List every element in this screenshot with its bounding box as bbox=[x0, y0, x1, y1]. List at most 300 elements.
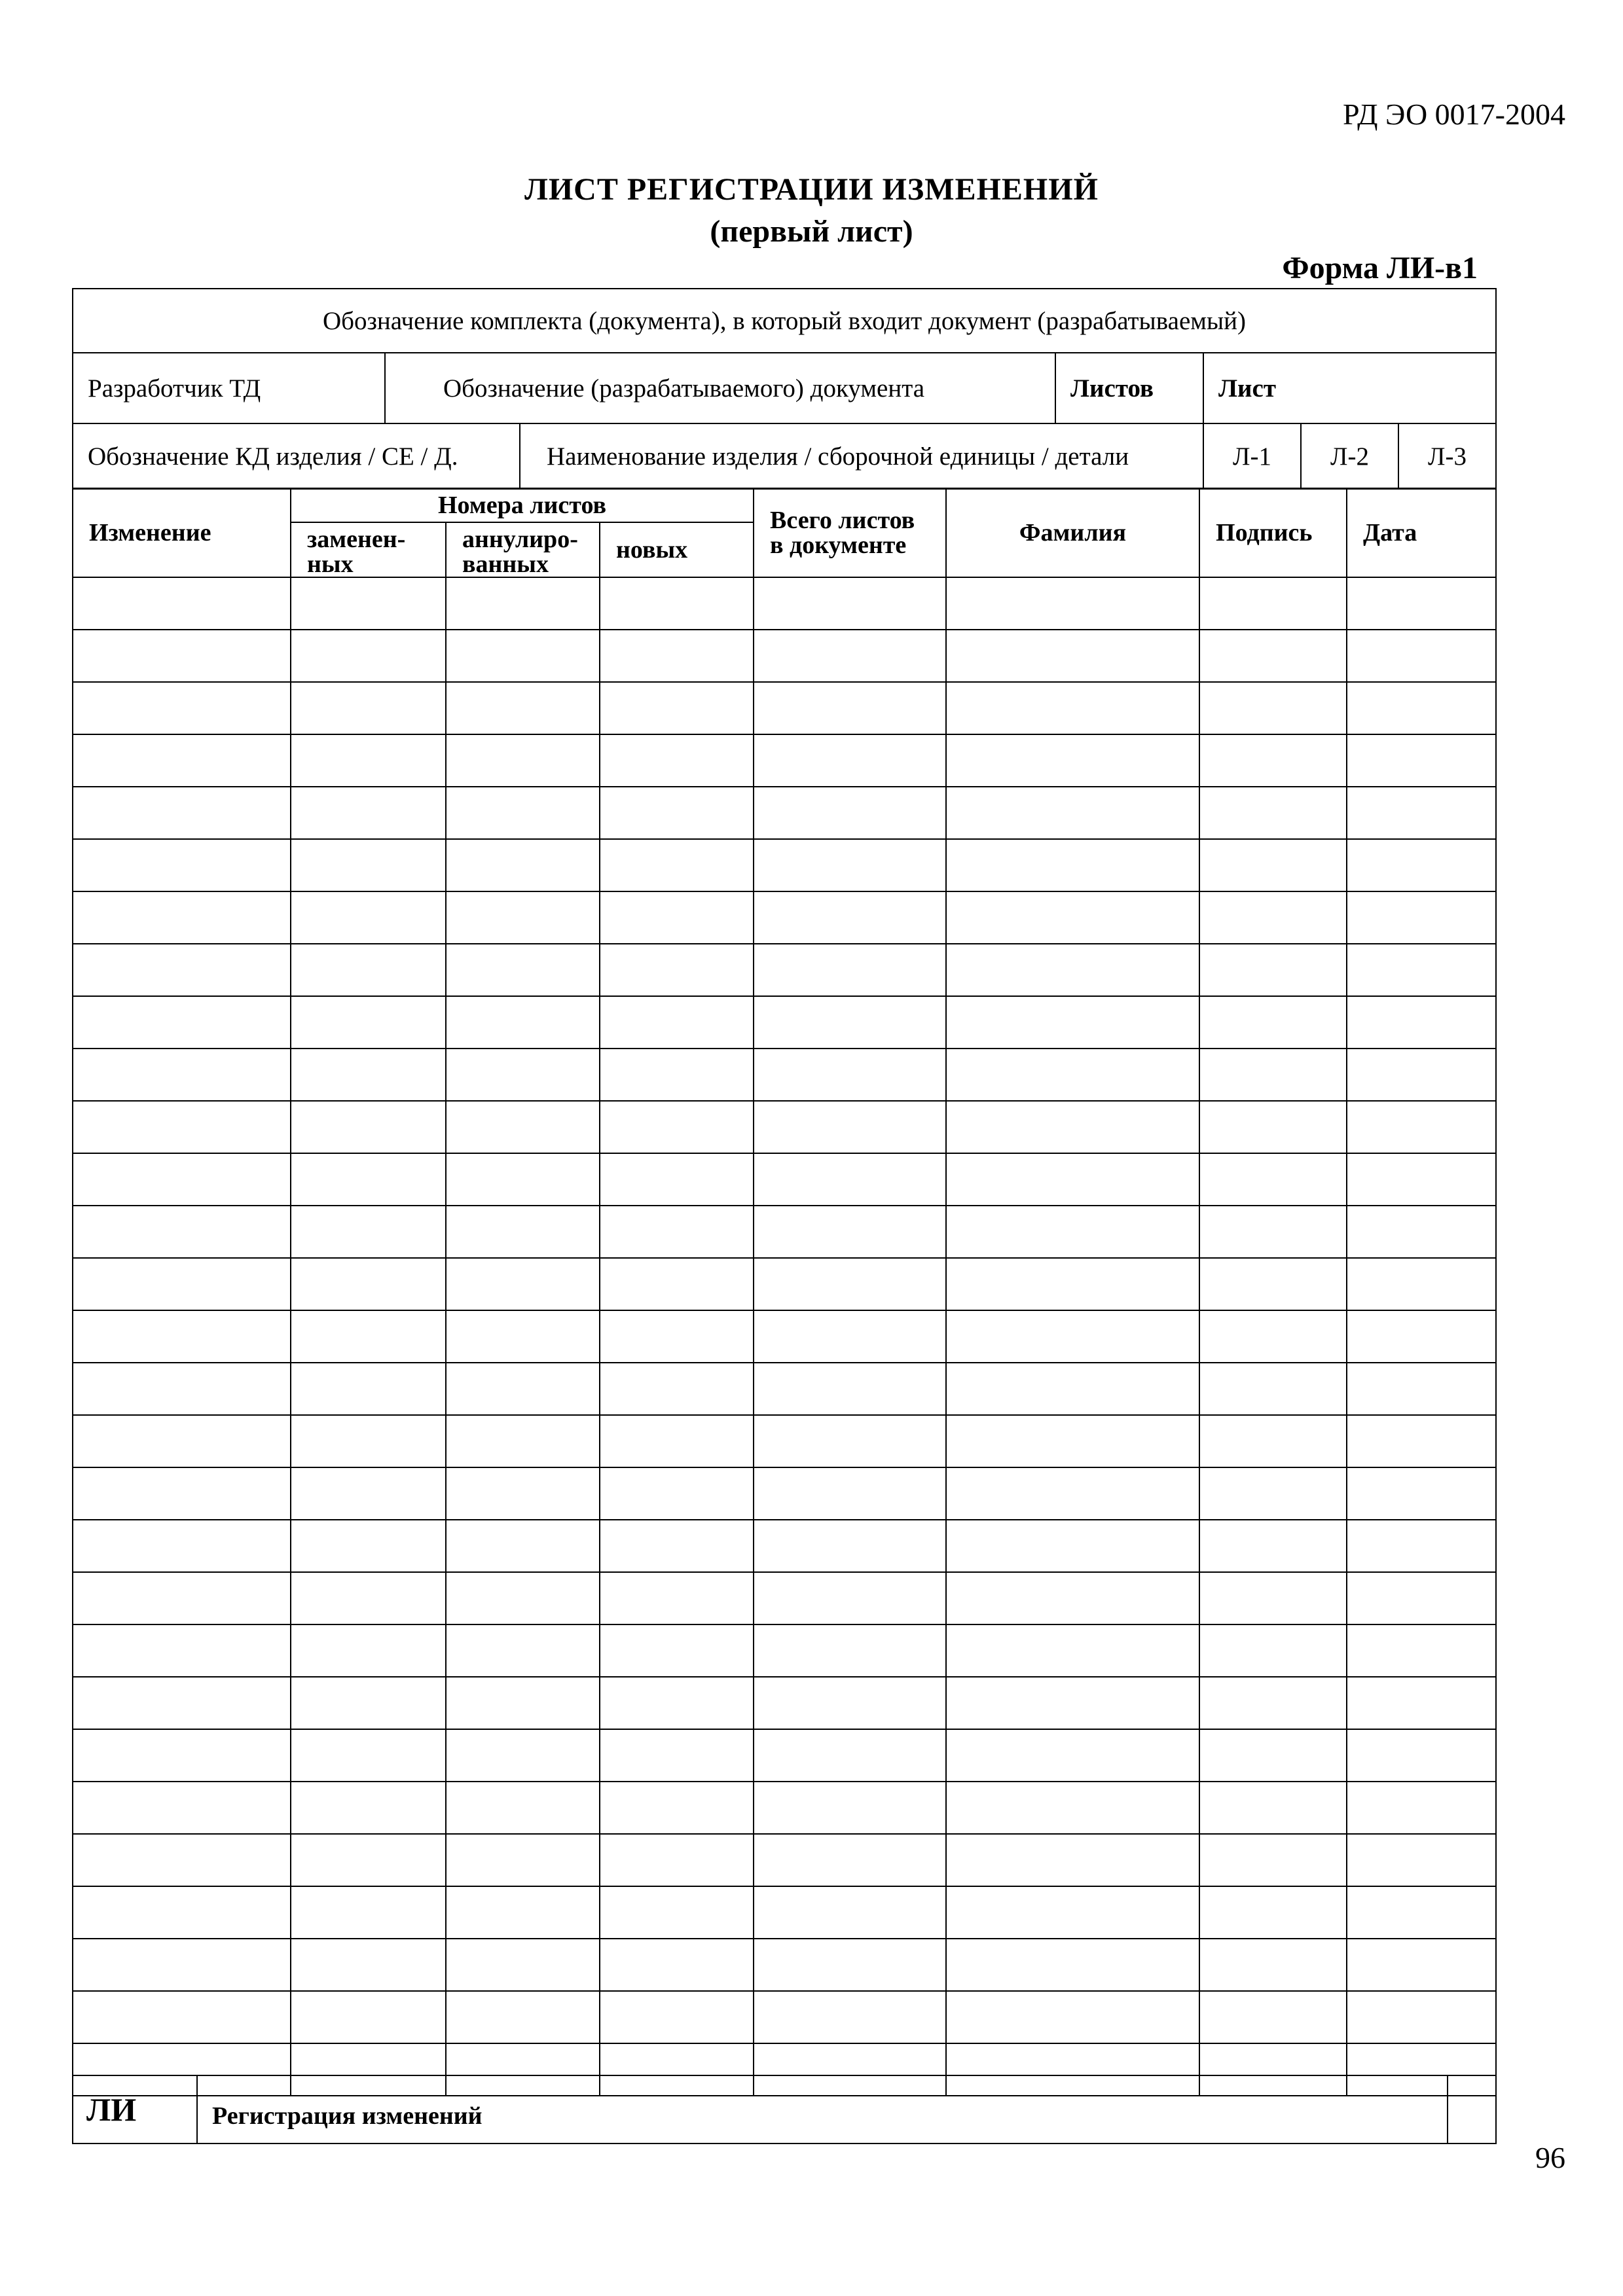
header-cancelled-line2: ванных bbox=[462, 550, 549, 577]
changes-table-body bbox=[73, 577, 1496, 2096]
page-subtitle: (первый лист) bbox=[710, 214, 913, 249]
table-row bbox=[73, 1363, 1496, 1415]
cell-surname[interactable] bbox=[946, 1677, 1199, 1729]
cell-replaced[interactable] bbox=[291, 1886, 446, 1939]
cell-surname[interactable] bbox=[946, 1991, 1199, 2043]
cell-total[interactable] bbox=[754, 1729, 946, 1782]
cell-change[interactable] bbox=[73, 1886, 291, 1939]
cell-surname[interactable] bbox=[946, 1572, 1199, 1624]
cell-signature[interactable] bbox=[1199, 1153, 1347, 1206]
cell-date[interactable] bbox=[1347, 1520, 1496, 1572]
cell-new[interactable] bbox=[600, 787, 754, 839]
table-row bbox=[73, 1572, 1496, 1624]
cell-replaced[interactable] bbox=[291, 630, 446, 682]
product-name-cell[interactable] bbox=[520, 423, 1203, 489]
cell-date[interactable] bbox=[1347, 1049, 1496, 1101]
cell-signature[interactable] bbox=[1199, 1310, 1347, 1363]
table-row bbox=[73, 1939, 1496, 1991]
cell-total[interactable] bbox=[754, 839, 946, 891]
header-signature-label: Подпись bbox=[1216, 519, 1313, 547]
cell-date[interactable] bbox=[1347, 1624, 1496, 1677]
cell-date[interactable] bbox=[1347, 1991, 1496, 2043]
cell-new[interactable] bbox=[600, 1939, 754, 1991]
cell-surname[interactable] bbox=[946, 891, 1199, 944]
cell-new[interactable] bbox=[600, 1729, 754, 1782]
cell-total[interactable] bbox=[754, 1049, 946, 1101]
cell-replaced[interactable] bbox=[291, 1991, 446, 2043]
table-row bbox=[73, 1886, 1496, 1939]
table-row bbox=[73, 1729, 1496, 1782]
header-new-label: новых bbox=[616, 536, 688, 564]
cell-signature[interactable] bbox=[1199, 1782, 1347, 1834]
sheets-count-cell[interactable] bbox=[1055, 353, 1203, 423]
cell-signature[interactable] bbox=[1199, 787, 1347, 839]
cell-new[interactable] bbox=[600, 630, 754, 682]
cell-replaced[interactable] bbox=[291, 1572, 446, 1624]
cell-surname[interactable] bbox=[946, 1520, 1199, 1572]
cell-change[interactable] bbox=[73, 1363, 291, 1415]
cell-total[interactable] bbox=[754, 1415, 946, 1467]
form-label: Форма ЛИ-в1 bbox=[1282, 251, 1478, 285]
cell-surname[interactable] bbox=[946, 1153, 1199, 1206]
cell-total[interactable] bbox=[754, 1363, 946, 1415]
cell-surname[interactable] bbox=[946, 1467, 1199, 1520]
cell-signature[interactable] bbox=[1199, 1206, 1347, 1258]
cell-total[interactable] bbox=[754, 577, 946, 630]
cell-surname[interactable] bbox=[946, 787, 1199, 839]
cell-change[interactable] bbox=[73, 1101, 291, 1153]
footer-empty-cell[interactable] bbox=[1448, 2075, 1496, 2144]
table-row bbox=[73, 734, 1496, 787]
header-change-label: Изменение bbox=[89, 519, 211, 547]
cell-change[interactable] bbox=[73, 577, 291, 630]
cell-change[interactable] bbox=[73, 1520, 291, 1572]
l3-cell[interactable] bbox=[1398, 423, 1496, 489]
cell-replaced[interactable] bbox=[291, 1206, 446, 1258]
cell-date[interactable] bbox=[1347, 996, 1496, 1049]
cell-change[interactable] bbox=[73, 1467, 291, 1520]
cell-signature[interactable] bbox=[1199, 1520, 1347, 1572]
cell-date[interactable] bbox=[1347, 1363, 1496, 1415]
cell-total[interactable] bbox=[754, 1782, 946, 1834]
table-row bbox=[73, 1782, 1496, 1834]
cell-replaced[interactable] bbox=[291, 891, 446, 944]
cell-surname[interactable] bbox=[946, 1415, 1199, 1467]
cell-new[interactable] bbox=[600, 1520, 754, 1572]
cell-new[interactable] bbox=[600, 1782, 754, 1834]
cell-total[interactable] bbox=[754, 734, 946, 787]
table-row bbox=[73, 577, 1496, 630]
footer-caption-cell bbox=[197, 2075, 1448, 2144]
table-row bbox=[73, 944, 1496, 996]
cell-cancelled[interactable] bbox=[446, 996, 600, 1049]
cell-change[interactable] bbox=[73, 1991, 291, 2043]
cell-surname[interactable] bbox=[946, 577, 1199, 630]
changes-table bbox=[72, 488, 1497, 2096]
cell-new[interactable] bbox=[600, 1572, 754, 1624]
cell-signature[interactable] bbox=[1199, 891, 1347, 944]
table-row bbox=[73, 1991, 1496, 2043]
cell-date[interactable] bbox=[1347, 1415, 1496, 1467]
cell-cancelled[interactable] bbox=[446, 1991, 600, 2043]
cell-cancelled[interactable] bbox=[446, 682, 600, 734]
cell-signature[interactable] bbox=[1199, 944, 1347, 996]
cell-cancelled[interactable] bbox=[446, 734, 600, 787]
cell-cancelled[interactable] bbox=[446, 1624, 600, 1677]
cell-replaced[interactable] bbox=[291, 1677, 446, 1729]
table-row bbox=[73, 1310, 1496, 1363]
cell-date[interactable] bbox=[1347, 1206, 1496, 1258]
kd-designation-label: Обозначение КД изделия / СЕ / Д. bbox=[88, 442, 458, 471]
cell-surname[interactable] bbox=[946, 839, 1199, 891]
cell-signature[interactable] bbox=[1199, 1467, 1347, 1520]
cell-new[interactable] bbox=[600, 1206, 754, 1258]
cell-change[interactable] bbox=[73, 1729, 291, 1782]
cell-cancelled[interactable] bbox=[446, 1467, 600, 1520]
cell-date[interactable] bbox=[1347, 1834, 1496, 1886]
cell-cancelled[interactable] bbox=[446, 1886, 600, 1939]
cell-new[interactable] bbox=[600, 734, 754, 787]
cell-replaced[interactable] bbox=[291, 734, 446, 787]
cell-total[interactable] bbox=[754, 1206, 946, 1258]
cell-new[interactable] bbox=[600, 1363, 754, 1415]
cell-new[interactable] bbox=[600, 1677, 754, 1729]
header-cancelled-line1: аннулиро- bbox=[462, 526, 578, 553]
cell-cancelled[interactable] bbox=[446, 1153, 600, 1206]
cell-cancelled[interactable] bbox=[446, 1258, 600, 1310]
cell-surname[interactable] bbox=[946, 1310, 1199, 1363]
cell-total[interactable] bbox=[754, 1624, 946, 1677]
cell-new[interactable] bbox=[600, 1415, 754, 1467]
cell-new[interactable] bbox=[600, 996, 754, 1049]
cell-surname[interactable] bbox=[946, 1729, 1199, 1782]
header-date bbox=[1347, 488, 1496, 577]
header-date-label: Дата bbox=[1363, 519, 1417, 547]
cell-replaced[interactable] bbox=[291, 1729, 446, 1782]
cell-surname[interactable] bbox=[946, 1206, 1199, 1258]
cell-surname[interactable] bbox=[946, 1258, 1199, 1310]
cell-surname[interactable] bbox=[946, 734, 1199, 787]
table-row bbox=[73, 1834, 1496, 1886]
table-row bbox=[73, 1624, 1496, 1677]
cell-cancelled[interactable] bbox=[446, 1310, 600, 1363]
cell-change[interactable] bbox=[73, 1153, 291, 1206]
cell-surname[interactable] bbox=[946, 1886, 1199, 1939]
cell-date[interactable] bbox=[1347, 891, 1496, 944]
cell-change[interactable] bbox=[73, 1310, 291, 1363]
doc-designation-label: Обозначение (разрабатываемого) документа bbox=[443, 374, 925, 403]
cell-replaced[interactable] bbox=[291, 1520, 446, 1572]
header-sheet-numbers-label: Номера листов bbox=[437, 492, 607, 519]
cell-new[interactable] bbox=[600, 1624, 754, 1677]
cell-replaced[interactable] bbox=[291, 682, 446, 734]
sheet-number-label: Лист bbox=[1218, 374, 1276, 403]
cell-cancelled[interactable] bbox=[446, 1782, 600, 1834]
cell-surname[interactable] bbox=[946, 1363, 1199, 1415]
header-total-sheets bbox=[754, 488, 946, 577]
cell-signature[interactable] bbox=[1199, 996, 1347, 1049]
cell-signature[interactable] bbox=[1199, 1572, 1347, 1624]
header-total-line1: Всего листов bbox=[770, 507, 915, 534]
form-code: ЛИ bbox=[86, 2091, 137, 2128]
header-new bbox=[600, 522, 754, 577]
form-code-cell bbox=[73, 2075, 197, 2144]
cell-new[interactable] bbox=[600, 1310, 754, 1363]
table-row bbox=[73, 682, 1496, 734]
cell-signature[interactable] bbox=[1199, 1049, 1347, 1101]
cell-total[interactable] bbox=[754, 682, 946, 734]
doc-designation-cell[interactable] bbox=[385, 353, 1055, 423]
cell-total[interactable] bbox=[754, 891, 946, 944]
cell-cancelled[interactable] bbox=[446, 1572, 600, 1624]
table-row bbox=[73, 1677, 1496, 1729]
cell-total[interactable] bbox=[754, 1101, 946, 1153]
cell-change[interactable] bbox=[73, 734, 291, 787]
cell-change[interactable] bbox=[73, 1834, 291, 1886]
cell-replaced[interactable] bbox=[291, 1624, 446, 1677]
cell-signature[interactable] bbox=[1199, 1415, 1347, 1467]
cell-change[interactable] bbox=[73, 944, 291, 996]
cell-date[interactable] bbox=[1347, 1886, 1496, 1939]
cell-new[interactable] bbox=[600, 1049, 754, 1101]
cell-cancelled[interactable] bbox=[446, 1520, 600, 1572]
l1-cell[interactable] bbox=[1203, 423, 1301, 489]
table-row bbox=[73, 630, 1496, 682]
cell-cancelled[interactable] bbox=[446, 577, 600, 630]
table-row bbox=[73, 1258, 1496, 1310]
cell-date[interactable] bbox=[1347, 1310, 1496, 1363]
cell-replaced[interactable] bbox=[291, 1153, 446, 1206]
cell-signature[interactable] bbox=[1199, 1729, 1347, 1782]
cell-total[interactable] bbox=[754, 1677, 946, 1729]
cell-change[interactable] bbox=[73, 1258, 291, 1310]
cell-replaced[interactable] bbox=[291, 787, 446, 839]
cell-date[interactable] bbox=[1347, 787, 1496, 839]
cell-new[interactable] bbox=[600, 682, 754, 734]
cell-change[interactable] bbox=[73, 1624, 291, 1677]
header-change bbox=[73, 488, 291, 577]
cell-total[interactable] bbox=[754, 996, 946, 1049]
cell-cancelled[interactable] bbox=[446, 1834, 600, 1886]
cell-replaced[interactable] bbox=[291, 1834, 446, 1886]
cell-signature[interactable] bbox=[1199, 682, 1347, 734]
cell-total[interactable] bbox=[754, 1886, 946, 1939]
cell-cancelled[interactable] bbox=[446, 891, 600, 944]
cell-replaced[interactable] bbox=[291, 839, 446, 891]
header-total-line2: в документе bbox=[770, 531, 907, 559]
cell-surname[interactable] bbox=[946, 1782, 1199, 1834]
sheet-number-cell[interactable] bbox=[1203, 353, 1496, 423]
footer-caption: Регистрация изменений bbox=[212, 2102, 483, 2130]
cell-total[interactable] bbox=[754, 1153, 946, 1206]
cell-surname[interactable] bbox=[946, 1939, 1199, 1991]
cell-change[interactable] bbox=[73, 1206, 291, 1258]
cell-change[interactable] bbox=[73, 891, 291, 944]
cell-change[interactable] bbox=[73, 1677, 291, 1729]
document-code: РД ЭО 0017-2004 bbox=[1343, 98, 1565, 131]
cell-new[interactable] bbox=[600, 839, 754, 891]
cell-date[interactable] bbox=[1347, 577, 1496, 630]
cell-change[interactable] bbox=[73, 1939, 291, 1991]
cell-total[interactable] bbox=[754, 1467, 946, 1520]
cell-date[interactable] bbox=[1347, 1939, 1496, 1991]
cell-cancelled[interactable] bbox=[446, 1677, 600, 1729]
cell-signature[interactable] bbox=[1199, 1624, 1347, 1677]
cell-surname[interactable] bbox=[946, 1834, 1199, 1886]
cell-signature[interactable] bbox=[1199, 1939, 1347, 1991]
cell-surname[interactable] bbox=[946, 630, 1199, 682]
cell-surname[interactable] bbox=[946, 996, 1199, 1049]
cell-new[interactable] bbox=[600, 1991, 754, 2043]
l2-cell[interactable] bbox=[1301, 423, 1398, 489]
cell-surname[interactable] bbox=[946, 1049, 1199, 1101]
cell-signature[interactable] bbox=[1199, 1834, 1347, 1886]
cell-surname[interactable] bbox=[946, 1624, 1199, 1677]
cell-new[interactable] bbox=[600, 1153, 754, 1206]
table-row bbox=[73, 1206, 1496, 1258]
cell-total[interactable] bbox=[754, 944, 946, 996]
cell-signature[interactable] bbox=[1199, 630, 1347, 682]
cell-surname[interactable] bbox=[946, 1101, 1199, 1153]
cell-change[interactable] bbox=[73, 682, 291, 734]
cell-date[interactable] bbox=[1347, 1572, 1496, 1624]
cell-date[interactable] bbox=[1347, 630, 1496, 682]
cell-date[interactable] bbox=[1347, 682, 1496, 734]
cell-new[interactable] bbox=[600, 577, 754, 630]
cell-date[interactable] bbox=[1347, 1153, 1496, 1206]
page-number: 96 bbox=[1535, 2141, 1565, 2174]
cell-cancelled[interactable] bbox=[446, 630, 600, 682]
table-row bbox=[73, 1415, 1496, 1467]
document-info-table bbox=[72, 288, 1497, 490]
cell-change[interactable] bbox=[73, 839, 291, 891]
cell-total[interactable] bbox=[754, 1310, 946, 1363]
cell-date[interactable] bbox=[1347, 944, 1496, 996]
cell-total[interactable] bbox=[754, 1258, 946, 1310]
cell-signature[interactable] bbox=[1199, 839, 1347, 891]
cell-total[interactable] bbox=[754, 1991, 946, 2043]
cell-signature[interactable] bbox=[1199, 577, 1347, 630]
cell-surname[interactable] bbox=[946, 944, 1199, 996]
cell-change[interactable] bbox=[73, 630, 291, 682]
cell-date[interactable] bbox=[1347, 1729, 1496, 1782]
header-replaced-line2: ных bbox=[307, 550, 354, 577]
developer-cell[interactable] bbox=[73, 353, 385, 423]
cell-cancelled[interactable] bbox=[446, 787, 600, 839]
cell-cancelled[interactable] bbox=[446, 839, 600, 891]
cell-replaced[interactable] bbox=[291, 1363, 446, 1415]
cell-total[interactable] bbox=[754, 787, 946, 839]
cell-new[interactable] bbox=[600, 1467, 754, 1520]
header-cancelled bbox=[446, 522, 600, 577]
l1-label: Л-1 bbox=[1233, 442, 1271, 471]
cell-replaced[interactable] bbox=[291, 1939, 446, 1991]
cell-signature[interactable] bbox=[1199, 1363, 1347, 1415]
cell-signature[interactable] bbox=[1199, 1886, 1347, 1939]
cell-date[interactable] bbox=[1347, 1258, 1496, 1310]
cell-replaced[interactable] bbox=[291, 1101, 446, 1153]
table-row bbox=[73, 1467, 1496, 1520]
cell-signature[interactable] bbox=[1199, 1677, 1347, 1729]
cell-replaced[interactable] bbox=[291, 1415, 446, 1467]
cell-change[interactable] bbox=[73, 1049, 291, 1101]
cell-replaced[interactable] bbox=[291, 577, 446, 630]
cell-change[interactable] bbox=[73, 1415, 291, 1467]
cell-change[interactable] bbox=[73, 1782, 291, 1834]
cell-replaced[interactable] bbox=[291, 1782, 446, 1834]
cell-replaced[interactable] bbox=[291, 1467, 446, 1520]
kit-designation-label: Обозначение комплекта (документа), в который входит документ (разрабатываемый) bbox=[322, 306, 1247, 335]
cell-signature[interactable] bbox=[1199, 1991, 1347, 2043]
cell-date[interactable] bbox=[1347, 839, 1496, 891]
cell-signature[interactable] bbox=[1199, 734, 1347, 787]
cell-total[interactable] bbox=[754, 1939, 946, 1991]
cell-replaced[interactable] bbox=[291, 1310, 446, 1363]
cell-cancelled[interactable] bbox=[446, 1049, 600, 1101]
cell-cancelled[interactable] bbox=[446, 1206, 600, 1258]
cell-new[interactable] bbox=[600, 1258, 754, 1310]
table-row bbox=[73, 787, 1496, 839]
header-replaced bbox=[291, 522, 446, 577]
sheets-count-label: Листов bbox=[1070, 374, 1154, 403]
cell-new[interactable] bbox=[600, 1834, 754, 1886]
header-replaced-line1: заменен- bbox=[307, 526, 406, 553]
table-row bbox=[73, 1049, 1496, 1101]
cell-replaced[interactable] bbox=[291, 944, 446, 996]
table-row bbox=[73, 1153, 1496, 1206]
cell-replaced[interactable] bbox=[291, 1258, 446, 1310]
developer-label: Разработчик ТД bbox=[88, 374, 261, 403]
cell-cancelled[interactable] bbox=[446, 1415, 600, 1467]
kd-designation-cell[interactable] bbox=[73, 423, 520, 489]
cell-replaced[interactable] bbox=[291, 996, 446, 1049]
table-row bbox=[73, 1101, 1496, 1153]
cell-new[interactable] bbox=[600, 944, 754, 996]
cell-total[interactable] bbox=[754, 1520, 946, 1572]
table-row bbox=[73, 1520, 1496, 1572]
cell-total[interactable] bbox=[754, 1834, 946, 1886]
cell-change[interactable] bbox=[73, 996, 291, 1049]
cell-surname[interactable] bbox=[946, 682, 1199, 734]
cell-replaced[interactable] bbox=[291, 1049, 446, 1101]
table-row bbox=[73, 996, 1496, 1049]
cell-date[interactable] bbox=[1347, 1467, 1496, 1520]
cell-total[interactable] bbox=[754, 630, 946, 682]
cell-cancelled[interactable] bbox=[446, 1939, 600, 1991]
header-signature bbox=[1199, 488, 1347, 577]
cell-date[interactable] bbox=[1347, 1782, 1496, 1834]
cell-new[interactable] bbox=[600, 891, 754, 944]
cell-cancelled[interactable] bbox=[446, 944, 600, 996]
cell-change[interactable] bbox=[73, 787, 291, 839]
product-name-label: Наименование изделия / сборочной единицы / детали bbox=[547, 442, 1129, 471]
cell-cancelled[interactable] bbox=[446, 1363, 600, 1415]
cell-signature[interactable] bbox=[1199, 1258, 1347, 1310]
cell-new[interactable] bbox=[600, 1886, 754, 1939]
cell-signature[interactable] bbox=[1199, 1101, 1347, 1153]
footer-table bbox=[72, 2075, 1497, 2144]
cell-total[interactable] bbox=[754, 1572, 946, 1624]
cell-date[interactable] bbox=[1347, 1677, 1496, 1729]
cell-date[interactable] bbox=[1347, 1101, 1496, 1153]
kit-designation-cell[interactable] bbox=[73, 289, 1496, 353]
cell-cancelled[interactable] bbox=[446, 1729, 600, 1782]
cell-cancelled[interactable] bbox=[446, 1101, 600, 1153]
cell-date[interactable] bbox=[1347, 734, 1496, 787]
cell-new[interactable] bbox=[600, 1101, 754, 1153]
l3-label: Л-3 bbox=[1428, 442, 1467, 471]
cell-change[interactable] bbox=[73, 1572, 291, 1624]
